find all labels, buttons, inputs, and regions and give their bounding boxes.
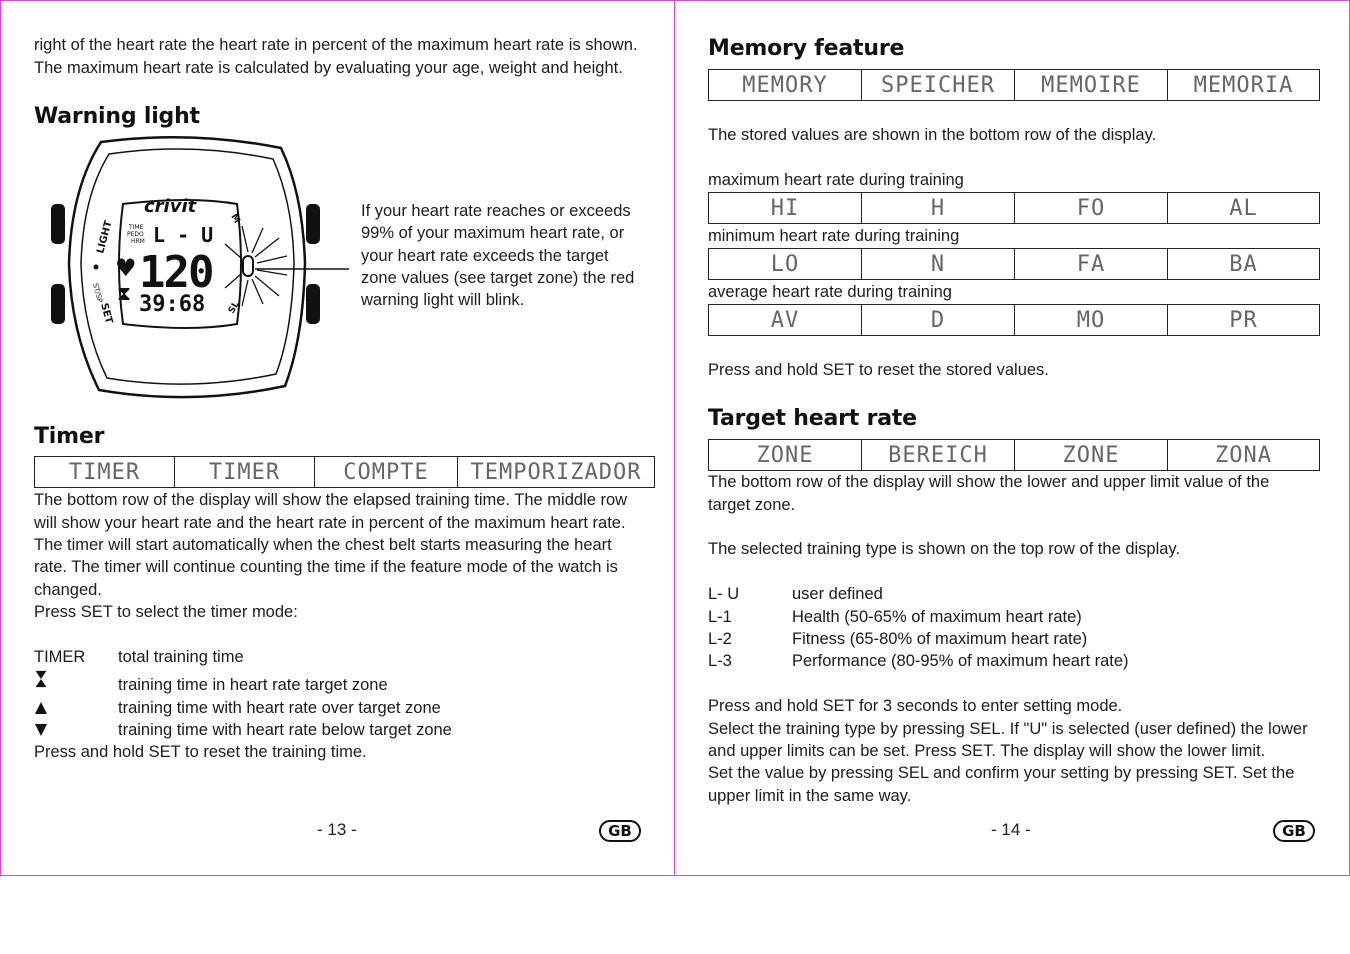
intro-line-1: right of the heart rate the heart rate in percent of the maximum heart rate is shown. [34,36,638,54]
reset-stored-values-text: Press and hold SET to reset the stored values. [708,361,1049,379]
reset-training-time-text: Press and hold SET to reset the training time. [34,743,367,761]
training-type-value: Performance (80-95% of maximum heart rate) [792,652,1129,670]
watch-lcd-bottom-row: 39:68 [139,292,206,317]
intro-line-2: The maximum heart rate is calculated by evaluating your age, weight and height. [34,59,623,77]
training-type-key: L- U [708,585,740,603]
training-type-key: L-2 [708,630,732,648]
watch-label-m: M [228,212,242,226]
memory-feature-heading: Memory feature [708,36,905,61]
watch-lcd-label-time: TIME [129,224,144,231]
lcd-cell: BEREICH [862,440,1015,471]
lcd-cell: PR [1168,305,1320,336]
lcd-cell: AL [1168,193,1320,224]
warning-light-heading: Warning light [34,104,200,129]
paragraph-line: Set the value by pressing SEL and confirm your setting by pressing SET. Set the [708,764,1295,782]
training-type-row [708,606,1308,628]
language-badge: GB [599,820,641,842]
lcd-cell: H [862,193,1015,224]
timer-mode-value: total training time [118,648,244,666]
training-type-key: L-3 [708,652,732,670]
watch-brand: crivit [144,196,197,217]
lcd-cell: COMPTE [315,457,458,488]
warning-text-line: zone values (see target zone) the red [361,269,635,287]
zone-language-table [708,439,1320,471]
lcd-cell: FO [1015,193,1168,224]
lcd-cell: MEMORY [709,70,862,101]
warning-light [243,256,253,276]
lcd-cell: TEMPORIZADOR [458,457,655,488]
max-hr-label: maximum heart rate during training [708,171,964,189]
lcd-cell: D [862,305,1015,336]
watch-label-light: LIGHT [95,219,115,255]
lcd-cell: MEMORIA [1168,70,1320,101]
lcd-cell: ZONE [1015,440,1168,471]
warning-text-line: your heart rate exceeds the target [361,247,609,265]
right-page [674,0,1350,876]
watch-lcd-middle-row: 120 [139,247,213,298]
lcd-cell: ZONA [1168,440,1320,471]
paragraph-line: changed. [34,581,102,599]
paragraph-line: rate. The timer will continue counting the time if the feature mode of the watch is [34,558,618,576]
watch-button-left-bottom [51,284,65,324]
training-type-row [708,628,1308,650]
watch-label-sel: SL [226,299,242,316]
training-type-value: Health (50-65% of maximum heart rate) [792,608,1082,626]
lcd-cell: BA [1168,249,1320,280]
paragraph-line: Select the training type by pressing SEL. If "U" is selected (user defined) the lower [708,720,1308,738]
watch-hourglass-icon: ⧗ [117,281,132,305]
avg-hr-table [708,304,1320,336]
watch-button-right-top [306,204,320,244]
page-number: - 14 - [991,820,1031,839]
training-type-value: user defined [792,585,883,603]
page-number: - 13 - [317,820,357,839]
watch-heart-icon: ♥ [115,254,137,282]
timer-mode-row [34,674,634,696]
paragraph-line: The timer will start automatically when the chest belt starts measuring the heart [34,536,612,554]
lcd-cell: ZONE [709,440,862,471]
training-type-value: Fitness (65-80% of maximum heart rate) [792,630,1088,648]
lcd-cell: HI [709,193,862,224]
lcd-cell: MEMOIRE [1015,70,1168,101]
paragraph-line: Press SET to select the timer mode: [34,603,298,621]
timer-mode-key: TIMER [34,648,86,666]
watch-lcd-top-row: L - U [153,223,214,247]
timer-mode-value: training time with heart rate over target zone [118,699,441,717]
lcd-cell: MO [1015,305,1168,336]
watch-lcd-label-hrm: HRM [131,238,145,245]
warning-text-line: warning light will blink. [361,291,525,309]
paragraph-line: upper limit in the same way. [708,787,912,805]
timer-mode-row [34,646,634,668]
training-type-key: L-1 [708,608,732,626]
timer-mode-row [34,697,634,719]
timer-language-table [34,456,655,488]
warning-text-line: If your heart rate reaches or exceeds [361,202,631,220]
timer-mode-value: training time in heart rate target zone [118,676,388,694]
memory-description: The stored values are shown in the bottom row of the display. [708,126,1157,144]
memory-language-table [708,69,1320,101]
paragraph-line: will show your heart rate and the heart rate in percent of the maximum heart rate. [34,514,626,532]
up-triangle-icon [34,699,48,717]
watch-indicator-dot [94,265,99,270]
training-type-text: The selected training type is shown on the top row of the display. [708,540,1181,558]
lcd-cell: N [862,249,1015,280]
down-triangle-icon [34,721,48,739]
paragraph-line: The bottom row of the display will show the lower and upper limit value of the [708,473,1270,491]
timer-mode-row [34,719,634,741]
paragraph-line: The bottom row of the display will show the elapsed training time. The middle row [34,491,628,509]
watch-lcd-label-pedo: PEDO [127,231,144,238]
timer-mode-value: training time with heart rate below target zone [118,721,452,739]
paragraph-line: and upper limits can be set. Press SET. The display will show the lower limit. [708,742,1266,760]
hourglass-icon [34,670,48,688]
watch-label-stsp: ST/SP [91,282,104,304]
paragraph-line: Press and hold SET for 3 seconds to enter setting mode. [708,697,1123,715]
min-hr-label: minimum heart rate during training [708,227,960,245]
watch-illustration [41,134,351,404]
left-page [0,0,675,876]
avg-hr-label: average heart rate during training [708,283,952,301]
max-hr-table [708,192,1320,224]
watch-label-set: SET [98,301,115,325]
watch-button-left-top [51,204,65,244]
warning-text-line: 99% of your maximum heart rate, or [361,224,625,242]
target-heart-rate-heading: Target heart rate [708,406,917,431]
lcd-cell: TIMER [35,457,175,488]
lcd-cell: FA [1015,249,1168,280]
lcd-cell: SPEICHER [862,70,1015,101]
training-type-row [708,650,1308,672]
lcd-cell: TIMER [175,457,315,488]
lcd-cell: AV [709,305,862,336]
watch-button-right-bottom [306,284,320,324]
language-badge: GB [1273,820,1315,842]
paragraph-line: target zone. [708,496,796,514]
timer-heading: Timer [34,424,105,449]
min-hr-table [708,248,1320,280]
lcd-cell: LO [709,249,862,280]
training-type-row [708,583,1308,605]
